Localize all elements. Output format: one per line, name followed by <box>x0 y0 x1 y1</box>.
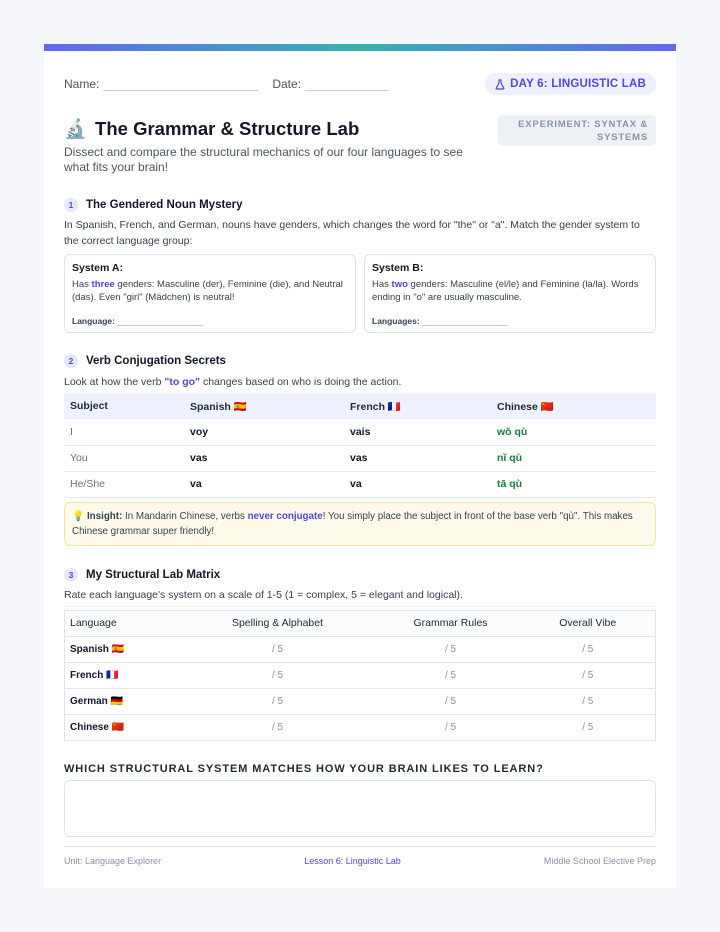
system-b-answer-label: Languages: <box>372 316 420 326</box>
col-french: French 🇫🇷 <box>344 393 491 419</box>
section-1-heading <box>64 198 656 212</box>
page-title <box>64 118 498 140</box>
name-field[interactable] <box>103 77 258 91</box>
title-text: The Grammar & Structure Lab <box>95 118 360 139</box>
insight-label: Insight: <box>86 510 123 522</box>
rating-input[interactable]: / 5 <box>521 636 656 662</box>
col-spanish: Spanish 🇪🇸 <box>184 393 344 419</box>
table-row <box>65 662 656 688</box>
page-subtitle: Dissect and compare the structural mechanics of our four languages to see what fits your brain! <box>64 145 463 174</box>
footer-unit: Unit: Language Explorer <box>64 856 162 866</box>
rating-input[interactable]: / 5 <box>381 714 521 740</box>
subject-cell: I <box>64 419 184 445</box>
language-cell: German 🇩🇪 <box>65 688 175 714</box>
system-a-text: Has three genders: Masculine (der), Feminine (die), and Neutral (das). Even "girl" (Mädchen) is neutral! <box>72 279 343 303</box>
col-spelling: Spelling & Alphabet <box>175 610 381 636</box>
subject-cell: You <box>64 445 184 471</box>
language-cell: French 🇫🇷 <box>65 662 175 688</box>
chinese-cell: wǒ qù <box>491 419 656 445</box>
table-row <box>64 445 656 471</box>
rating-matrix <box>64 610 656 741</box>
lightbulb-icon: 💡 <box>72 510 85 522</box>
flask-icon <box>495 79 505 90</box>
section-2-heading <box>64 354 656 368</box>
table-row <box>65 714 656 740</box>
system-b-text: Has two genders: Masculine (el/le) and Feminine (la/la). Words ending in "o" are usually masculine. <box>372 279 639 303</box>
footer-course: Middle School Elective Prep <box>543 856 656 866</box>
section-2-intro: Look at how the verb "to go" changes based on who is doing the action. <box>64 376 402 388</box>
system-a-card <box>64 254 356 333</box>
system-b-card <box>364 254 656 333</box>
section-1-intro: In Spanish, French, and German, nouns have genders, which changes the word for "the" or "a". Match the gender system to the correct language group: <box>64 219 640 247</box>
rating-input[interactable]: / 5 <box>175 662 381 688</box>
section-3-heading <box>64 568 656 582</box>
language-cell: Spanish 🇪🇸 <box>65 636 175 662</box>
insight-callout: 💡 Insight: In Mandarin Chinese, verbs never conjugate! You simply place the subject in front of the base verb "qù". This makes Chinese grammar super friendly! <box>64 502 656 546</box>
system-a-answer <box>72 316 348 326</box>
rating-input[interactable]: / 5 <box>521 662 656 688</box>
section-2-number: 2 <box>64 354 78 368</box>
rating-input[interactable]: / 5 <box>521 714 656 740</box>
rating-input[interactable]: / 5 <box>175 636 381 662</box>
reflection-question: WHICH STRUCTURAL SYSTEM MATCHES HOW YOUR BRAIN LIKES TO LEARN? <box>64 762 544 775</box>
spanish-cell: vas <box>184 445 344 471</box>
rating-input[interactable]: / 5 <box>175 688 381 714</box>
rating-input[interactable]: / 5 <box>381 662 521 688</box>
reflection-answer-box[interactable] <box>64 780 656 837</box>
system-b-title: System B: <box>372 262 424 274</box>
french-cell: vais <box>344 419 491 445</box>
table-row <box>65 636 656 662</box>
section-1-title: The Gendered Noun Mystery <box>86 199 243 211</box>
table-row <box>64 419 656 445</box>
chinese-cell: tā qù <box>491 471 656 497</box>
gradient-top-bar <box>44 44 676 51</box>
rating-input[interactable]: / 5 <box>175 714 381 740</box>
section-3-number: 3 <box>64 568 78 582</box>
system-a-answer-line[interactable] <box>117 317 203 326</box>
rating-input[interactable]: / 5 <box>381 688 521 714</box>
table-row <box>64 471 656 497</box>
microscope-icon: 🔬 <box>64 118 88 139</box>
matrix-header-row <box>65 610 656 636</box>
col-vibe: Overall Vibe <box>521 610 656 636</box>
chinese-cell: nǐ qù <box>491 445 656 471</box>
experiment-tag <box>498 115 656 146</box>
col-language: Language <box>65 610 175 636</box>
system-b-answer <box>372 316 648 326</box>
table-row <box>65 688 656 714</box>
col-grammar: Grammar Rules <box>381 610 521 636</box>
col-chinese: Chinese 🇨🇳 <box>491 393 656 419</box>
day-badge-text: DAY 6: LINGUISTIC LAB <box>510 78 646 90</box>
french-cell: vas <box>344 445 491 471</box>
gender-system-cards <box>64 254 656 333</box>
section-1-number: 1 <box>64 198 78 212</box>
rating-input[interactable]: / 5 <box>381 636 521 662</box>
system-a-answer-label: Language: <box>72 316 115 326</box>
spanish-cell: voy <box>184 419 344 445</box>
section-3-intro: Rate each language's system on a scale of 1-5 (1 = complex, 5 = elegant and logical). <box>64 587 656 607</box>
col-subject: Subject <box>64 393 184 419</box>
language-cell: Chinese 🇨🇳 <box>65 714 175 740</box>
worksheet-page <box>44 44 676 888</box>
page-footer <box>64 846 656 866</box>
system-b-answer-line[interactable] <box>422 317 508 326</box>
conjugation-header-row <box>64 393 656 419</box>
subject-cell: He/She <box>64 471 184 497</box>
spanish-cell: va <box>184 471 344 497</box>
experiment-line-1: EXPERIMENT: SYNTAX & <box>518 119 648 130</box>
section-3-title: My Structural Lab Matrix <box>86 568 221 581</box>
date-label: Date: <box>272 77 302 91</box>
day-badge <box>485 73 656 95</box>
system-a-title: System A: <box>72 262 123 274</box>
experiment-line-2: SYSTEMS <box>597 132 648 143</box>
date-field[interactable] <box>305 77 389 91</box>
rating-input[interactable]: / 5 <box>521 688 656 714</box>
name-date-row <box>64 72 656 96</box>
conjugation-table <box>64 393 656 498</box>
footer-lesson: Lesson 6: Linguistic Lab <box>304 856 401 866</box>
name-label: Name: <box>64 77 100 91</box>
french-cell: va <box>344 471 491 497</box>
section-2-title: Verb Conjugation Secrets <box>86 355 226 367</box>
